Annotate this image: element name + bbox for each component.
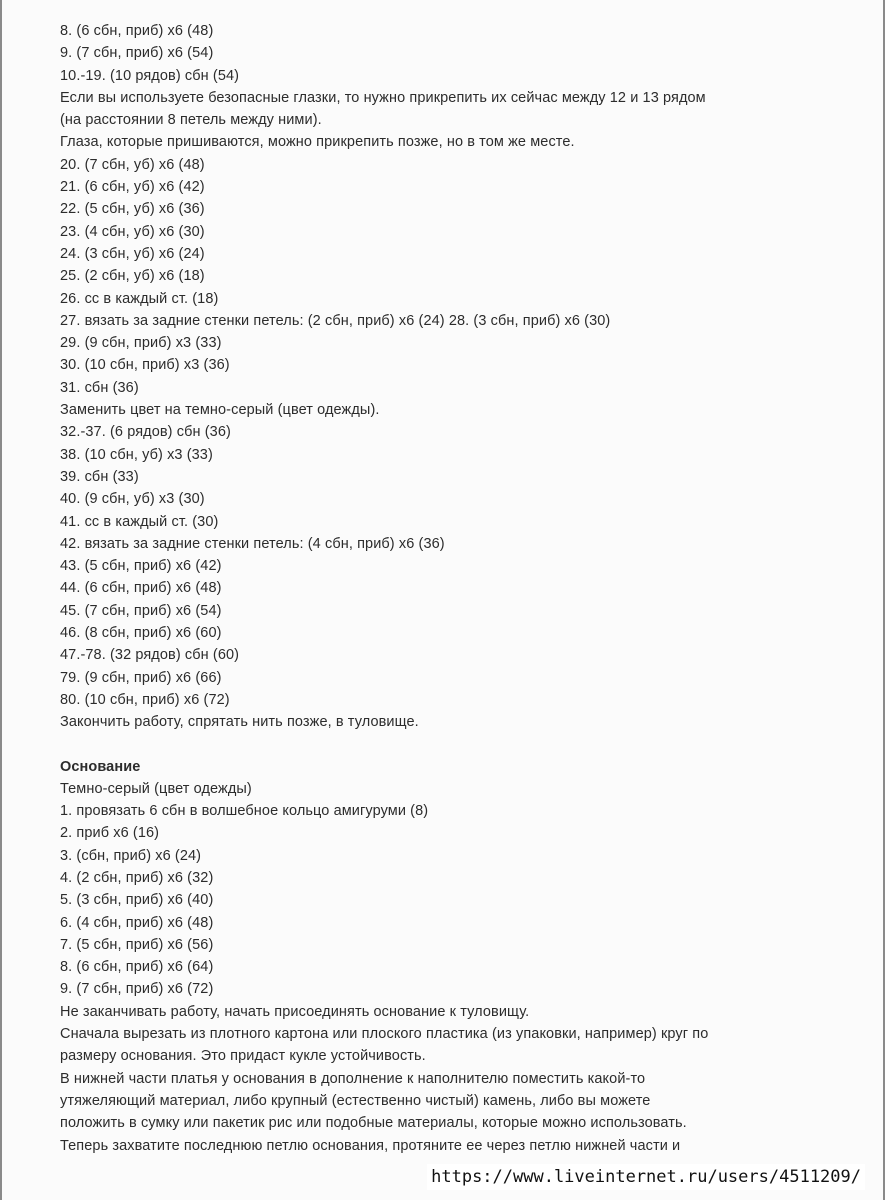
document-text bbox=[60, 20, 860, 1157]
text-line: 10.-19. (10 рядов) сбн (54) bbox=[60, 67, 240, 84]
text-line: Темно-серый (цвет одежды) bbox=[60, 780, 252, 797]
text-line: 42. вязать за задние стенки петель: (4 сбн, приб) х6 (36) bbox=[60, 535, 445, 552]
text-line: 29. (9 сбн, приб) х3 (33) bbox=[60, 335, 222, 352]
text-line: 32.-37. (6 рядов) сбн (36) bbox=[60, 424, 231, 441]
text-line: 41. сс в каждый ст. (30) bbox=[60, 513, 219, 530]
text-line: 8. (6 сбн, приб) х6 (64) bbox=[60, 959, 214, 976]
text-line: 25. (2 сбн, уб) х6 (18) bbox=[60, 268, 205, 285]
text-line: (на расстоянии 8 петель между ними). bbox=[60, 112, 322, 129]
text-line: 2. приб х6 (16) bbox=[60, 825, 160, 842]
base-section bbox=[60, 778, 860, 1157]
text-line: 79. (9 сбн, приб) х6 (66) bbox=[60, 669, 222, 686]
text-line: Не заканчивать работу, начать присоединять основание к туловищу. bbox=[60, 1003, 530, 1020]
text-line: Глаза, которые пришиваются, можно прикрепить позже, но в том же месте. bbox=[60, 134, 575, 151]
text-line: Сначала вырезать из плотного картона или плоского пластика (из упаковки, например) круг по bbox=[60, 1026, 709, 1043]
text-line: Закончить работу, спрятать нить позже, в туловище. bbox=[60, 714, 419, 731]
text-line: 31. сбн (36) bbox=[60, 379, 139, 396]
text-line: 47.-78. (32 рядов) сбн (60) bbox=[60, 647, 240, 664]
text-line: 8. (6 сбн, приб) х6 (48) bbox=[60, 23, 214, 39]
text-line: 24. (3 сбн, уб) х6 (24) bbox=[60, 245, 205, 262]
text-line: 23. (4 сбн, уб) х6 (30) bbox=[60, 223, 205, 240]
text-line: 39. сбн (33) bbox=[60, 468, 139, 485]
text-line: 5. (3 сбн, приб) х6 (40) bbox=[60, 892, 214, 909]
text-line: 7. (5 сбн, приб) х6 (56) bbox=[60, 936, 214, 953]
text-line: 27. вязать за задние стенки петель: (2 сбн, приб) х6 (24) 28. (3 сбн, приб) х6 (30) bbox=[60, 312, 611, 329]
text-line: 3. (сбн, приб) х6 (24) bbox=[60, 847, 202, 864]
text-line: 9. (7 сбн, приб) х6 (72) bbox=[60, 981, 214, 998]
section-gap bbox=[60, 734, 860, 756]
text-line: Теперь захватите последнюю петлю основания, протяните ее через петлю нижней части и bbox=[60, 1137, 681, 1154]
text-line: 30. (10 сбн, приб) х3 (36) bbox=[60, 357, 230, 374]
text-line: 40. (9 сбн, уб) х3 (30) bbox=[60, 491, 205, 508]
text-line: 20. (7 сбн, уб) х6 (48) bbox=[60, 156, 205, 173]
text-line: В нижней части платья у основания в дополнение к наполнителю поместить какой-то bbox=[60, 1070, 646, 1087]
text-line: 6. (4 сбн, приб) х6 (48) bbox=[60, 914, 214, 931]
text-line: Если вы используете безопасные глазки, то нужно прикрепить их сейчас между 12 и 13 рядом bbox=[60, 89, 706, 106]
text-line: 26. сс в каждый ст. (18) bbox=[60, 290, 219, 307]
text-line: 9. (7 сбн, приб) х6 (54) bbox=[60, 45, 214, 62]
text-line: 4. (2 сбн, приб) х6 (32) bbox=[60, 869, 214, 886]
text-line: 38. (10 сбн, уб) х3 (33) bbox=[60, 446, 213, 463]
text-line: размеру основания. Это придаст кукле устойчивость. bbox=[60, 1048, 426, 1065]
pattern-rows-section bbox=[60, 20, 860, 734]
text-line: 21. (6 сбн, уб) х6 (42) bbox=[60, 179, 205, 196]
text-line: положить в сумку или пакетик рис или подобные материалы, которые можно использовать. bbox=[60, 1115, 687, 1132]
text-line: 45. (7 сбн, приб) х6 (54) bbox=[60, 602, 222, 619]
text-line: 22. (5 сбн, уб) х6 (36) bbox=[60, 201, 205, 218]
text-line: утяжеляющий материал, либо крупный (естественно чистый) камень, либо вы можете bbox=[60, 1092, 651, 1109]
text-line: 46. (8 сбн, приб) х6 (60) bbox=[60, 625, 222, 642]
text-line: 80. (10 сбн, приб) х6 (72) bbox=[60, 691, 230, 708]
text-line: Заменить цвет на темно-серый (цвет одежды). bbox=[60, 402, 380, 419]
source-url-watermark[interactable]: https://www.liveinternet.ru/users/4511209/ bbox=[427, 1164, 865, 1190]
text-line: 44. (6 сбн, приб) х6 (48) bbox=[60, 580, 222, 597]
text-line: 1. провязать 6 сбн в волшебное кольцо амигуруми (8) bbox=[60, 803, 429, 820]
section-heading: Основание bbox=[60, 758, 141, 775]
text-line: 43. (5 сбн, приб) х6 (42) bbox=[60, 558, 222, 575]
